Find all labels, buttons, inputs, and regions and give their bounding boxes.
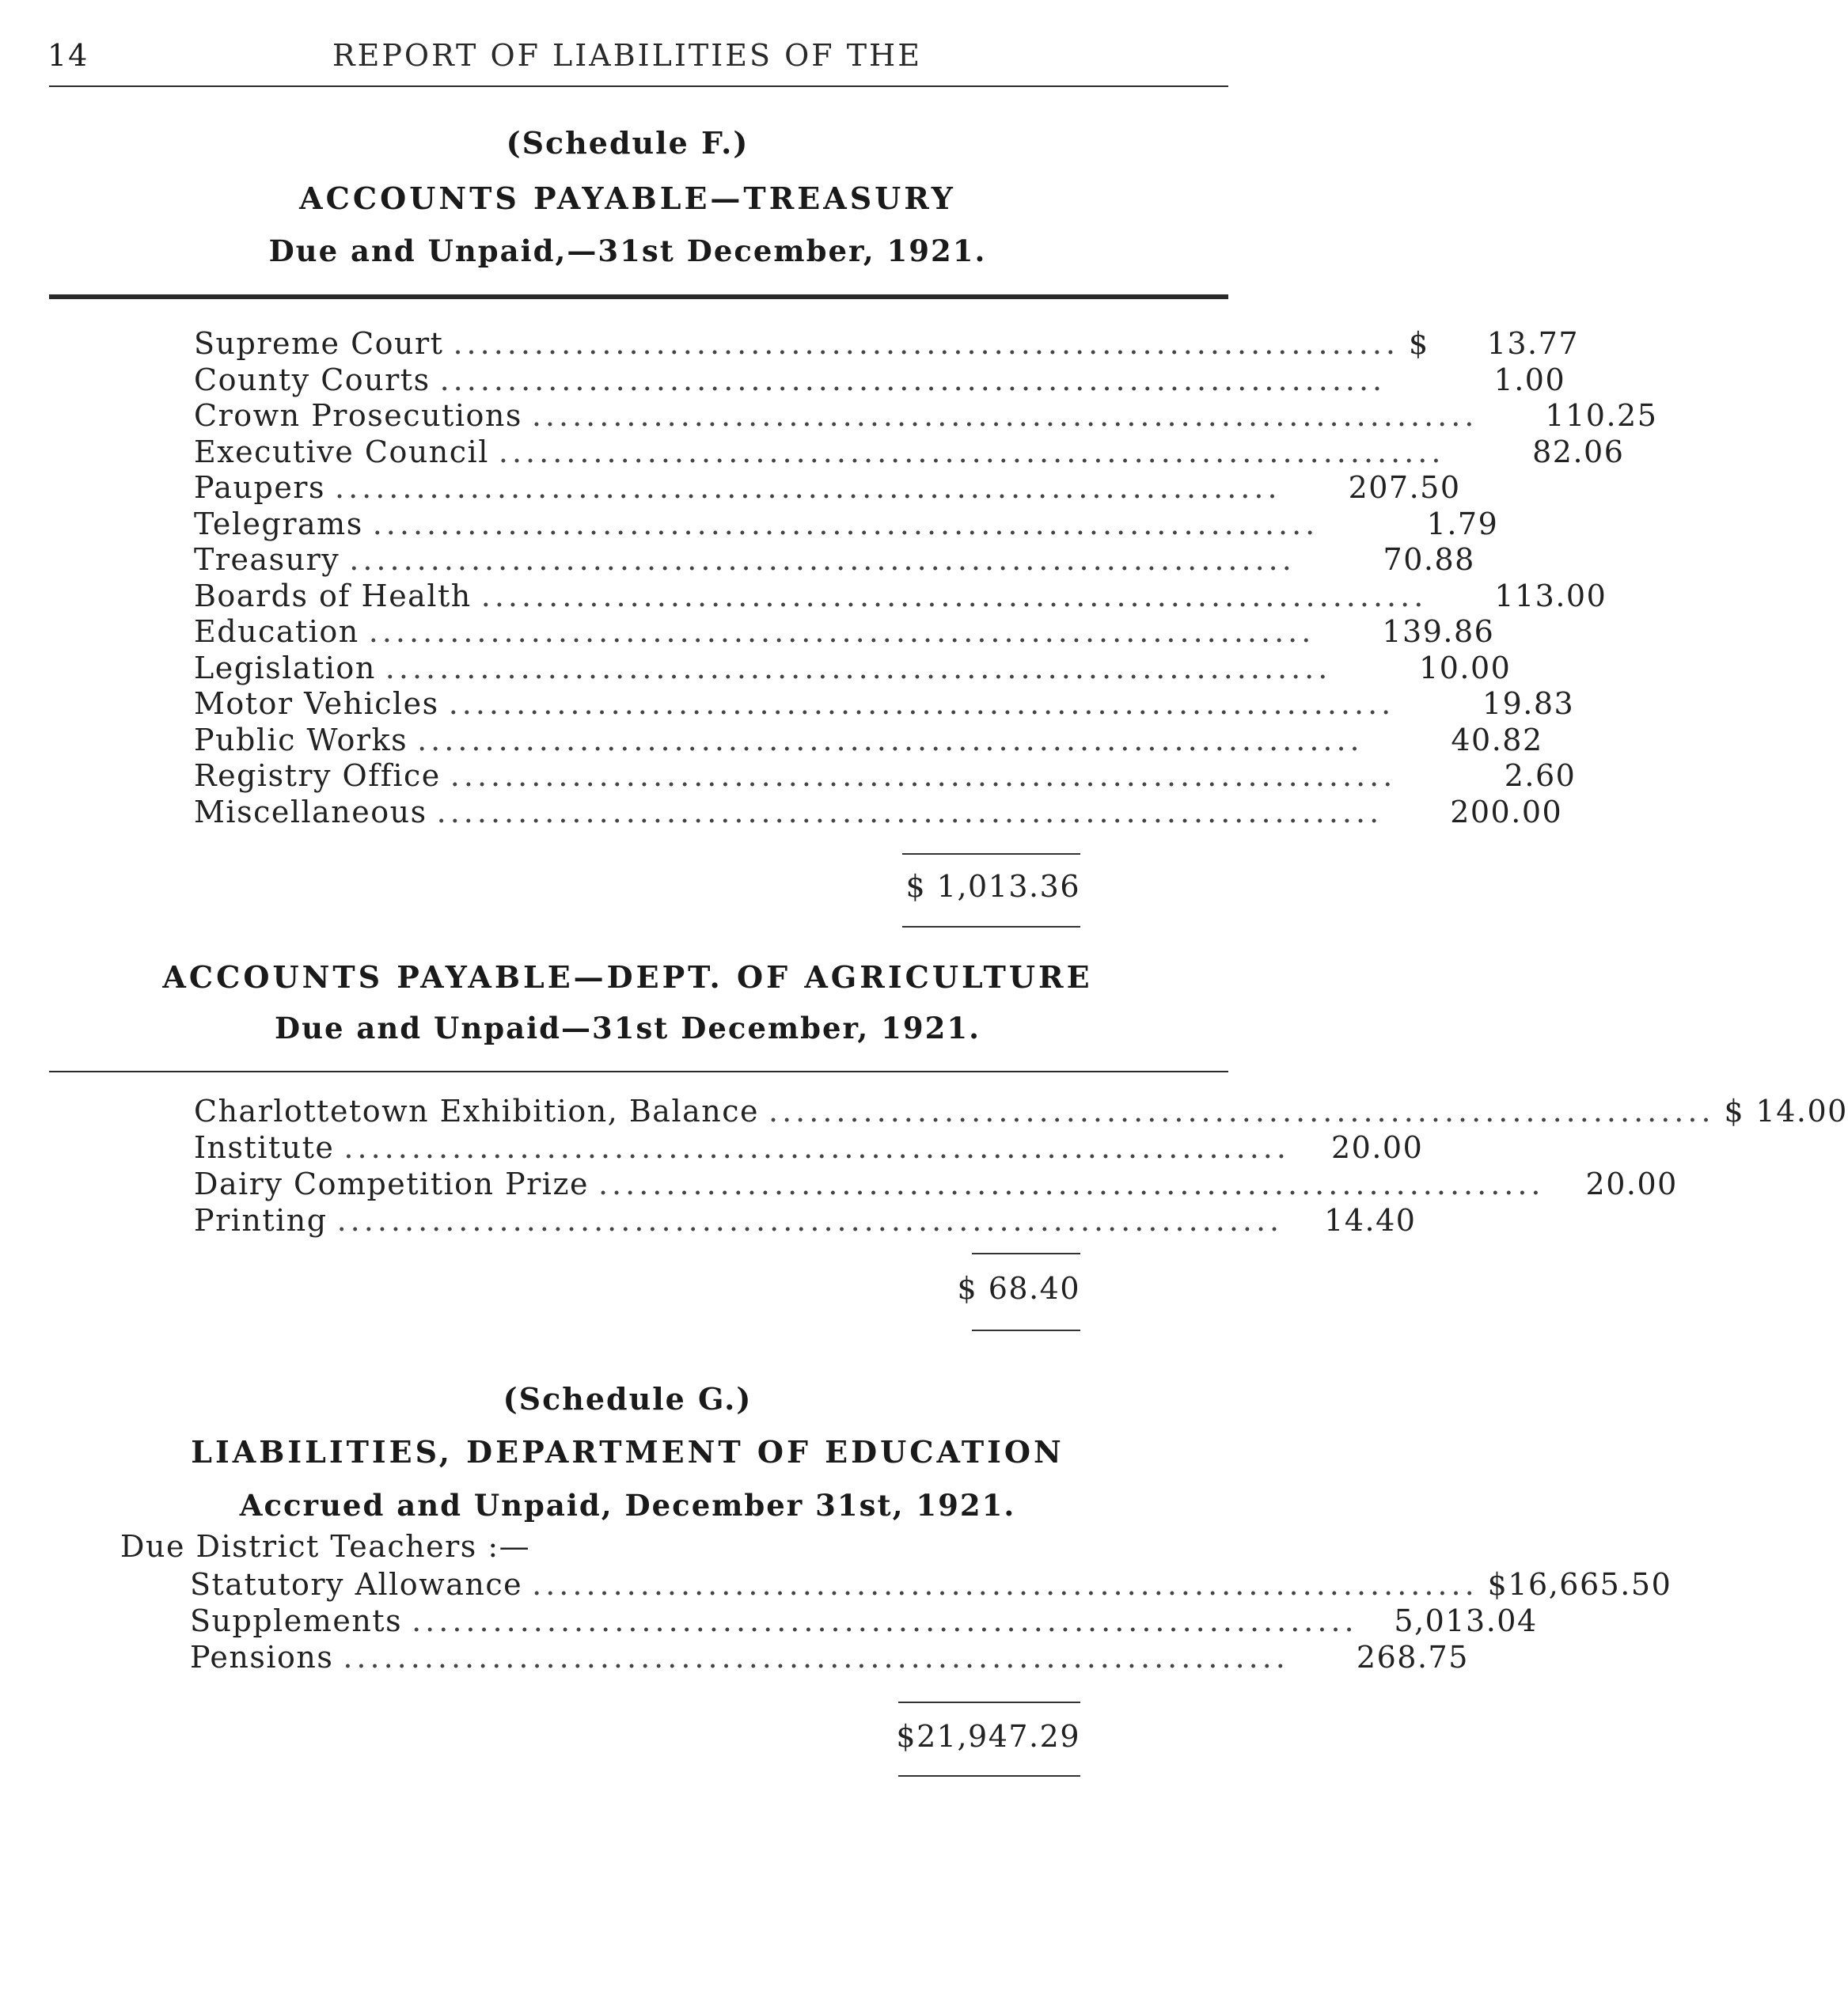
schedule-g-label: (Schedule G.) bbox=[503, 1381, 753, 1417]
dot-leader: ...................................................................... bbox=[448, 686, 1395, 721]
list-item bbox=[194, 362, 1566, 399]
item-label: Miscellaneous bbox=[194, 794, 427, 829]
list-item bbox=[190, 1567, 1672, 1603]
page-number: 14 bbox=[47, 38, 89, 73]
list-item bbox=[194, 1167, 1678, 1203]
item-label: Paupers bbox=[194, 470, 325, 505]
item-amount: 40.82 bbox=[1451, 722, 1543, 757]
dot-leader: ...................................................................... bbox=[368, 614, 1315, 649]
item-amount: 20.00 bbox=[1330, 1130, 1424, 1165]
schedule-f-title: ACCOUNTS PAYABLE—TREASURY bbox=[299, 180, 956, 216]
list-item bbox=[194, 398, 1658, 434]
currency-sign: $ bbox=[1409, 326, 1429, 361]
dot-leader: ...................................................................... bbox=[498, 434, 1445, 469]
dot-leader: ...................................................................... bbox=[453, 326, 1399, 361]
item-label: Treasury bbox=[194, 542, 340, 577]
list-item bbox=[190, 1603, 1538, 1640]
list-item bbox=[194, 326, 1579, 362]
dot-leader: ...................................................................... bbox=[372, 506, 1319, 541]
schedule-f-thick-rule bbox=[49, 294, 1228, 299]
list-item bbox=[194, 1130, 1424, 1167]
dot-leader: ...................................................................... bbox=[336, 1203, 1284, 1238]
item-amount: 13.77 bbox=[1486, 326, 1579, 361]
item-label: Charlottetown Exhibition, Balance bbox=[194, 1094, 759, 1129]
list-item bbox=[194, 650, 1512, 687]
dot-leader: ...................................................................... bbox=[343, 1640, 1289, 1675]
dot-leader: ...................................................................... bbox=[532, 1567, 1478, 1602]
item-label: Telegrams bbox=[194, 506, 363, 541]
agriculture-list bbox=[194, 1094, 1848, 1239]
schedule-f-list bbox=[194, 326, 1658, 830]
dot-leader: ...................................................................... bbox=[334, 470, 1281, 505]
item-amount: 200.00 bbox=[1450, 794, 1563, 829]
list-item bbox=[190, 1640, 1469, 1676]
item-label: Dairy Competition Prize bbox=[194, 1167, 589, 1201]
item-amount: 1.79 bbox=[1426, 506, 1499, 541]
item-amount: 2.60 bbox=[1504, 758, 1577, 793]
dot-leader: ...................................................................... bbox=[439, 362, 1387, 397]
schedule-f-label: (Schedule F.) bbox=[506, 125, 749, 161]
schedule-f-total-rule-top bbox=[902, 853, 1080, 855]
list-item bbox=[194, 686, 1575, 723]
item-label: Legislation bbox=[194, 650, 376, 685]
schedule-f-total: $ 1,013.36 bbox=[905, 869, 1080, 904]
item-label: County Courts bbox=[194, 362, 431, 397]
item-amount: 82.06 bbox=[1532, 434, 1625, 469]
dot-leader: ...................................................................... bbox=[436, 794, 1383, 829]
item-amount: 20.00 bbox=[1585, 1167, 1678, 1201]
schedule-f-total-rule-bottom bbox=[902, 926, 1080, 928]
item-label: Printing bbox=[194, 1203, 328, 1238]
list-item bbox=[194, 1203, 1417, 1239]
dot-leader: ...................................................................... bbox=[768, 1094, 1715, 1129]
item-amount: 139.86 bbox=[1382, 614, 1495, 649]
item-amount: $16,665.50 bbox=[1487, 1567, 1672, 1602]
item-amount: 207.50 bbox=[1348, 470, 1461, 505]
item-label: Registry Office bbox=[194, 758, 441, 793]
schedule-f-subtitle: Due and Unpaid,—31st December, 1921. bbox=[268, 233, 987, 268]
list-item bbox=[194, 578, 1607, 615]
group-label: Due District Teachers :— bbox=[120, 1529, 531, 1564]
item-label: Education bbox=[194, 614, 359, 649]
dot-leader: ...................................................................... bbox=[349, 542, 1296, 577]
schedule-g-total-rule-top bbox=[898, 1702, 1080, 1703]
running-title: REPORT OF LIABILITIES OF THE bbox=[332, 38, 922, 73]
item-label: Public Works bbox=[194, 722, 408, 757]
agriculture-rule bbox=[49, 1071, 1228, 1072]
item-label: Institute bbox=[194, 1130, 335, 1165]
item-amount: 113.00 bbox=[1494, 578, 1607, 613]
dot-leader: ...................................................................... bbox=[450, 758, 1397, 793]
dot-leader: ...................................................................... bbox=[343, 1130, 1290, 1165]
list-item bbox=[194, 542, 1475, 579]
item-label: Executive Council bbox=[194, 434, 489, 469]
dot-leader: ...................................................................... bbox=[417, 722, 1364, 757]
schedule-g-subtitle: Accrued and Unpaid, December 31st, 1921. bbox=[239, 1488, 1016, 1523]
dot-leader: ...................................................................... bbox=[531, 398, 1478, 433]
item-amount: 1.00 bbox=[1493, 362, 1566, 397]
item-amount: 10.00 bbox=[1419, 650, 1512, 685]
item-amount: 110.25 bbox=[1545, 398, 1658, 433]
list-item bbox=[194, 794, 1563, 831]
agriculture-total-rule-bottom bbox=[972, 1330, 1080, 1331]
item-label: Crown Prosecutions bbox=[194, 398, 522, 433]
item-label: Supplements bbox=[190, 1603, 403, 1638]
item-amount: 5,013.04 bbox=[1394, 1603, 1538, 1638]
list-item bbox=[194, 1094, 1848, 1130]
list-item bbox=[194, 758, 1577, 795]
dot-leader: ...................................................................... bbox=[598, 1167, 1545, 1201]
item-amount: 268.75 bbox=[1356, 1640, 1469, 1675]
dot-leader: ...................................................................... bbox=[385, 650, 1332, 685]
currency-sign: $ bbox=[1724, 1094, 1745, 1129]
schedule-g-list bbox=[190, 1567, 1672, 1676]
agriculture-title: ACCOUNTS PAYABLE—DEPT. OF AGRICULTURE bbox=[162, 959, 1093, 995]
agriculture-subtitle: Due and Unpaid—31st December, 1921. bbox=[275, 1011, 981, 1045]
dot-leader: ...................................................................... bbox=[412, 1603, 1358, 1638]
item-label: Boards of Health bbox=[194, 578, 472, 613]
list-item bbox=[194, 614, 1495, 651]
item-amount: 70.88 bbox=[1383, 542, 1475, 577]
list-item bbox=[194, 470, 1461, 507]
list-item bbox=[194, 506, 1499, 543]
item-label: Supreme Court bbox=[194, 326, 444, 361]
item-label: Pensions bbox=[190, 1640, 334, 1675]
agriculture-total: $ 68.40 bbox=[957, 1271, 1080, 1306]
item-label: Statutory Allowance bbox=[190, 1567, 523, 1602]
dot-leader: ...................................................................... bbox=[480, 578, 1428, 613]
header-rule bbox=[49, 85, 1228, 87]
schedule-g-total: $21,947.29 bbox=[896, 1719, 1080, 1754]
item-amount: 14.40 bbox=[1324, 1203, 1417, 1238]
item-label: Motor Vehicles bbox=[194, 686, 439, 721]
item-amount: 14.00 bbox=[1755, 1094, 1848, 1129]
list-item bbox=[194, 434, 1625, 471]
list-item bbox=[194, 722, 1543, 759]
item-amount: 19.83 bbox=[1482, 686, 1575, 721]
schedule-g-title: LIABILITIES, DEPARTMENT OF EDUCATION bbox=[191, 1434, 1064, 1470]
agriculture-total-rule-top bbox=[972, 1253, 1080, 1254]
schedule-g-total-rule-bottom bbox=[898, 1775, 1080, 1777]
